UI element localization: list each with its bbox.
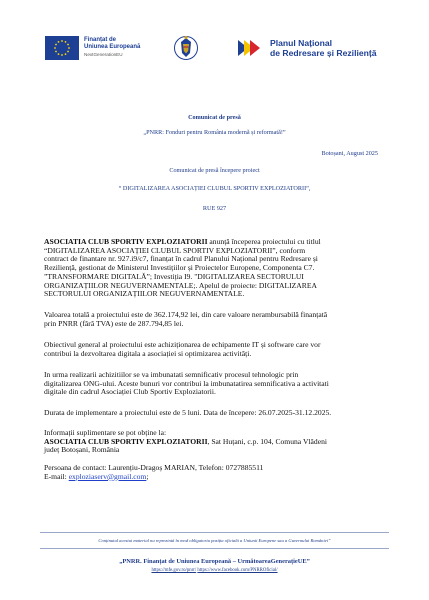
eu-line-2: Uniunea Europeană <box>84 44 141 50</box>
p6-line-2-rest: , Sat Huțani, c.p. 104, Comuna Vlădeni <box>207 436 327 446</box>
pnrr-line-1: Planul Național <box>270 38 333 48</box>
p1-line-7: SECTORULUI ORGANIZAȚIILOR NEGUVERNAMENTALE. <box>44 289 245 299</box>
p2-line-2: prin PNRR (fără TVA) este de 287.794,85 lei. <box>44 318 184 328</box>
place-date: Botoșani, August 2025 <box>321 150 378 157</box>
doc-heading: Comunicat de presă <box>188 114 241 121</box>
p6-line-3: județ Botoșani, România <box>44 445 120 455</box>
email-link[interactable]: exploziaserv@gmail.com <box>68 471 147 481</box>
email-suffix: ; <box>146 471 149 481</box>
p3-line-1: Obiectivul general al proiectului este achiziționarea de echipamente IT și software care vor <box>44 340 321 349</box>
footer-links <box>0 568 429 573</box>
logo-header <box>0 36 429 62</box>
eu-line-1: Finanțat de <box>84 37 117 43</box>
romania-coat-of-arms-icon <box>174 33 198 63</box>
footer-slogan: „PNRR. Finanțat de Uniunea Europeană – UrmătoareaGenerațieUE” <box>119 558 310 565</box>
p3-line-2: contribui la dezvoltarea digitala a asociației si optimizarea activități. <box>44 348 252 358</box>
doc-subheading: „PNRR: Fonduri pentru România modernă și reformată!” <box>143 129 286 136</box>
p2-line-1: Valoarea totală a proiectului este de 362.174,92 lei, din care valoare nerambursabilă finanțată <box>44 310 328 319</box>
p1-line-5: ”TRANSFORMARE DIGITALĂ”; Investiția I9. "DIGITALIZAREA SECTORULUI <box>44 271 304 281</box>
footer-disclaimer: Conținutul acestui material nu reprezintă în mod obligatoriu poziția oficială a Uniunii Europene sau a Guvernului României” <box>98 538 331 543</box>
p1-line-2: “DIGITALIZAREA ASOCIAȚIEI CLUBUL SPORTIV EXPLOZIATORII”, conform <box>44 245 306 255</box>
p1-line-4: Reziliență, gestionat de Ministerul Investițiilor și Proiectelor Europene, Componenta C7. <box>44 263 315 273</box>
project-code: RUE 927 <box>202 205 227 212</box>
project-title: “ DIGITALIZAREA ASOCIAȚIEI CLUBUL SPORTIV EXPLOZIATORII”, <box>118 185 311 192</box>
eu-line-3: NextGenerationEU <box>84 52 123 57</box>
p1-line-3: contract de finantare nr. 927.i9/c7, finanțat în cadrul Planului Național pentru Redresare și <box>44 254 318 264</box>
footer-link-facebook[interactable]: https://www.facebook.com/PNRROficial/ <box>197 568 278 573</box>
pnrr-logo-label <box>270 38 377 58</box>
eu-flag-icon <box>45 36 79 60</box>
p4-line-3: digitale din cadrul Asociației Club Sportiv Exploziatorii. <box>44 387 216 397</box>
org-name: ASOCIATIA CLUB SPORTIV EXPLOZIATORII <box>44 237 208 246</box>
p6-line-1: Informații suplimentare se pot obține la: <box>44 428 167 437</box>
footer-divider <box>40 532 389 533</box>
eu-funding-label <box>84 37 140 58</box>
contact-block <box>44 464 386 481</box>
pnrr-logo-icon <box>236 38 266 58</box>
p1-line-1-rest: anunță începerea proiectului cu titlul <box>207 237 321 246</box>
paragraph-objective <box>44 341 386 358</box>
paragraph-duration <box>44 409 386 418</box>
footer-link-mfe[interactable]: https://mfe.gov.ro/pnrr/ <box>151 568 197 573</box>
footer-divider-2 <box>40 548 389 549</box>
p1-line-6: ORGANIZAȚIILOR NEGUVERNAMENTALE;. Apelul de proiecte: DIGITALIZAREA <box>44 280 317 290</box>
paragraph-impact <box>44 371 386 397</box>
org-name-contact: ASOCIATIA CLUB SPORTIV EXPLOZIATORII <box>44 436 208 446</box>
pnrr-line-2: de Redresare și Reziliență <box>270 48 377 58</box>
notice-title: Comunicat de presă începere proiect <box>169 167 260 174</box>
contact-person: Persoana de contact: Laurențiu-Dragoș MARIAN, Telefon: 0727885511 <box>44 463 264 472</box>
p5-line-1: Durata de implementare a proiectului este de 5 luni. Data de începere: 26.07.2025-31.12.2025. <box>44 408 332 417</box>
p4-line-2: digitalizarea ONG-ului. Aceste bunuri vor contribui la imbunatatirea semnificativa a activitati <box>44 378 329 388</box>
paragraph-announcement <box>44 238 386 299</box>
paragraph-info <box>44 429 386 455</box>
paragraph-value <box>44 311 386 328</box>
email-label: E-mail: <box>44 471 69 481</box>
p4-line-1: In urma realizarii achizitiilor se va imbunatati semnificativ procesul tehnologic prin <box>44 370 299 379</box>
